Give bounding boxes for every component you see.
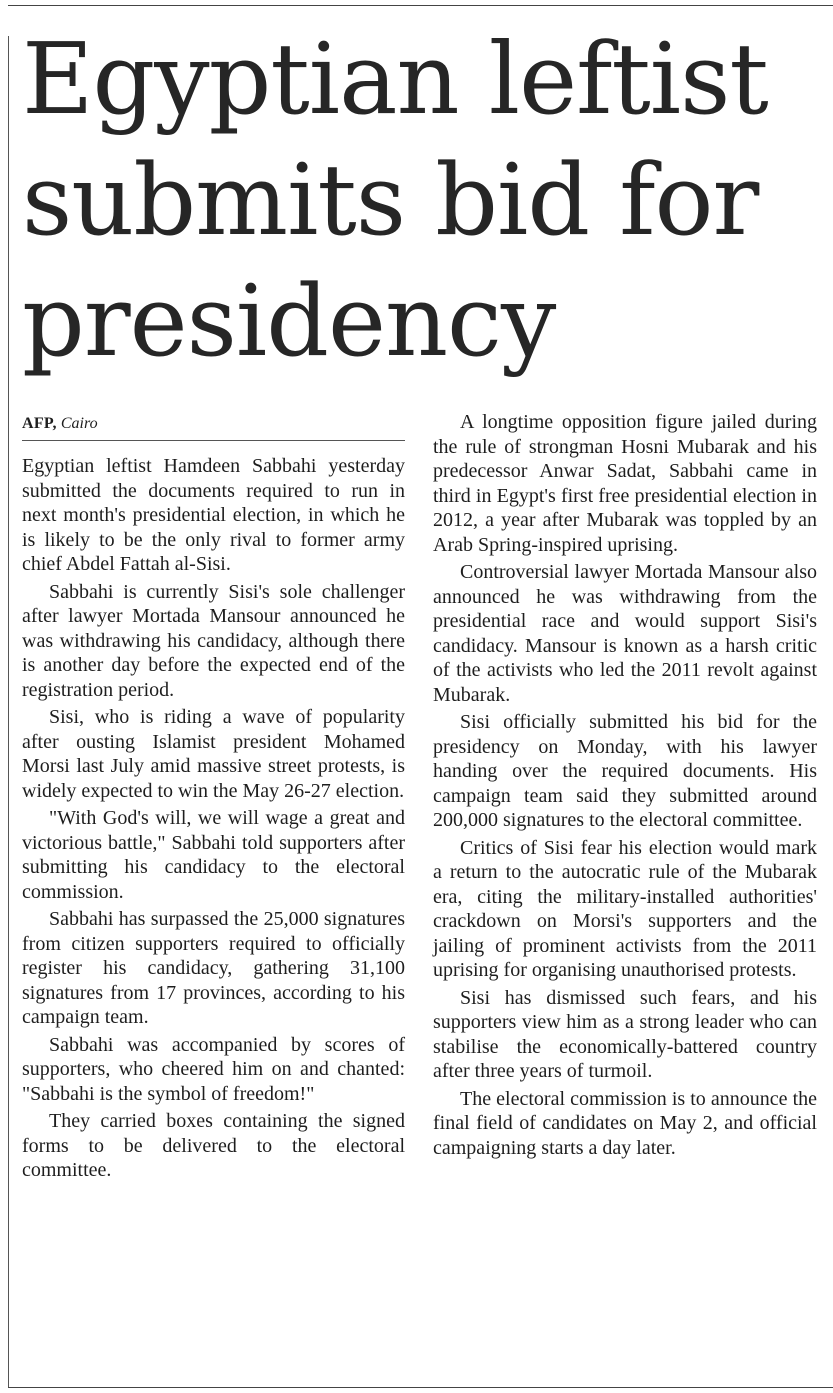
paragraph: A longtime opposition figure jailed during the rule of strongman Hosni Mubarak and his predecessor Anwar Sadat, Sabbahi came in third in Egypt's first free presidential election in 2012, a year after Mubarak was toppled by an Arab Spring-inspired uprising. — [433, 411, 817, 556]
article-column-left — [22, 454, 405, 1186]
byline-place: Cairo — [60, 415, 98, 432]
paragraph: Critics of Sisi fear his election would mark a return to the autocratic rule of the Mubarak era, citing the military-installed authorities' crackdown on Morsi's supporters and the jailing of prominent activists from the 2011 uprising for organising unauthorised protests. — [433, 836, 817, 981]
byline-rule — [22, 440, 405, 441]
byline — [22, 414, 98, 434]
bottom-rule — [8, 1387, 833, 1388]
article-column-right — [433, 410, 817, 1163]
paragraph: Controversial lawyer Mortada Mansour also announced he was withdrawing from the presidential race and would support Sisi's candidacy. Mansour is known as a harsh critic of the activists who led the 2011 revolt against Mubarak. — [433, 561, 817, 706]
paragraph: Sabbahi was accompanied by scores of supporters, who cheered him on and chanted: "Sabbahi is the symbol of freedom!" — [22, 1033, 405, 1105]
byline-agency: AFP, — [22, 415, 57, 432]
headline: Egyptian leftist submits bid for presidency — [22, 23, 768, 379]
paragraph: Sabbahi is currently Sisi's sole challenger after lawyer Mortada Mansour announced he was withdrawing his candidacy, although there is another day before the expected end of the registration period. — [22, 580, 405, 701]
paragraph: "With God's will, we will wage a great and victorious battle," Sabbahi told supporters after submitting his candidacy to the electoral commission. — [22, 807, 405, 903]
paragraph: Sisi officially submitted his bid for the presidency on Monday, with his lawyer handing over the required documents. His campaign team said they submitted around 200,000 signatures to the electoral committee. — [433, 711, 817, 831]
paragraph: They carried boxes containing the signed forms to be delivered to the electoral committee. — [22, 1110, 405, 1181]
paragraph: Sisi, who is riding a wave of popularity after ousting Islamist president Mohamed Morsi last July amid massive street protests, is widely expected to win the May 26-27 election. — [22, 706, 405, 802]
left-column-rule — [8, 36, 9, 1387]
paragraph: Sabbahi has surpassed the 25,000 signatures from citizen supporters required to officially register his candidacy, gathering 31,100 signatures from 17 provinces, according to his campaign team. — [22, 908, 405, 1028]
paragraph: Sisi has dismissed such fears, and his supporters view him as a strong leader who can stabilise the economically-battered country after three years of turmoil. — [433, 986, 817, 1082]
top-rule — [8, 5, 833, 6]
paragraph: The electoral commission is to announce the final field of candidates on May 2, and official campaigning starts a day later. — [433, 1087, 817, 1159]
paragraph: Egyptian leftist Hamdeen Sabbahi yesterday submitted the documents required to run in next month's presidential election, in which he is likely to be the only rival to former army chief Abdel Fattah al-Sisi. — [22, 455, 405, 575]
